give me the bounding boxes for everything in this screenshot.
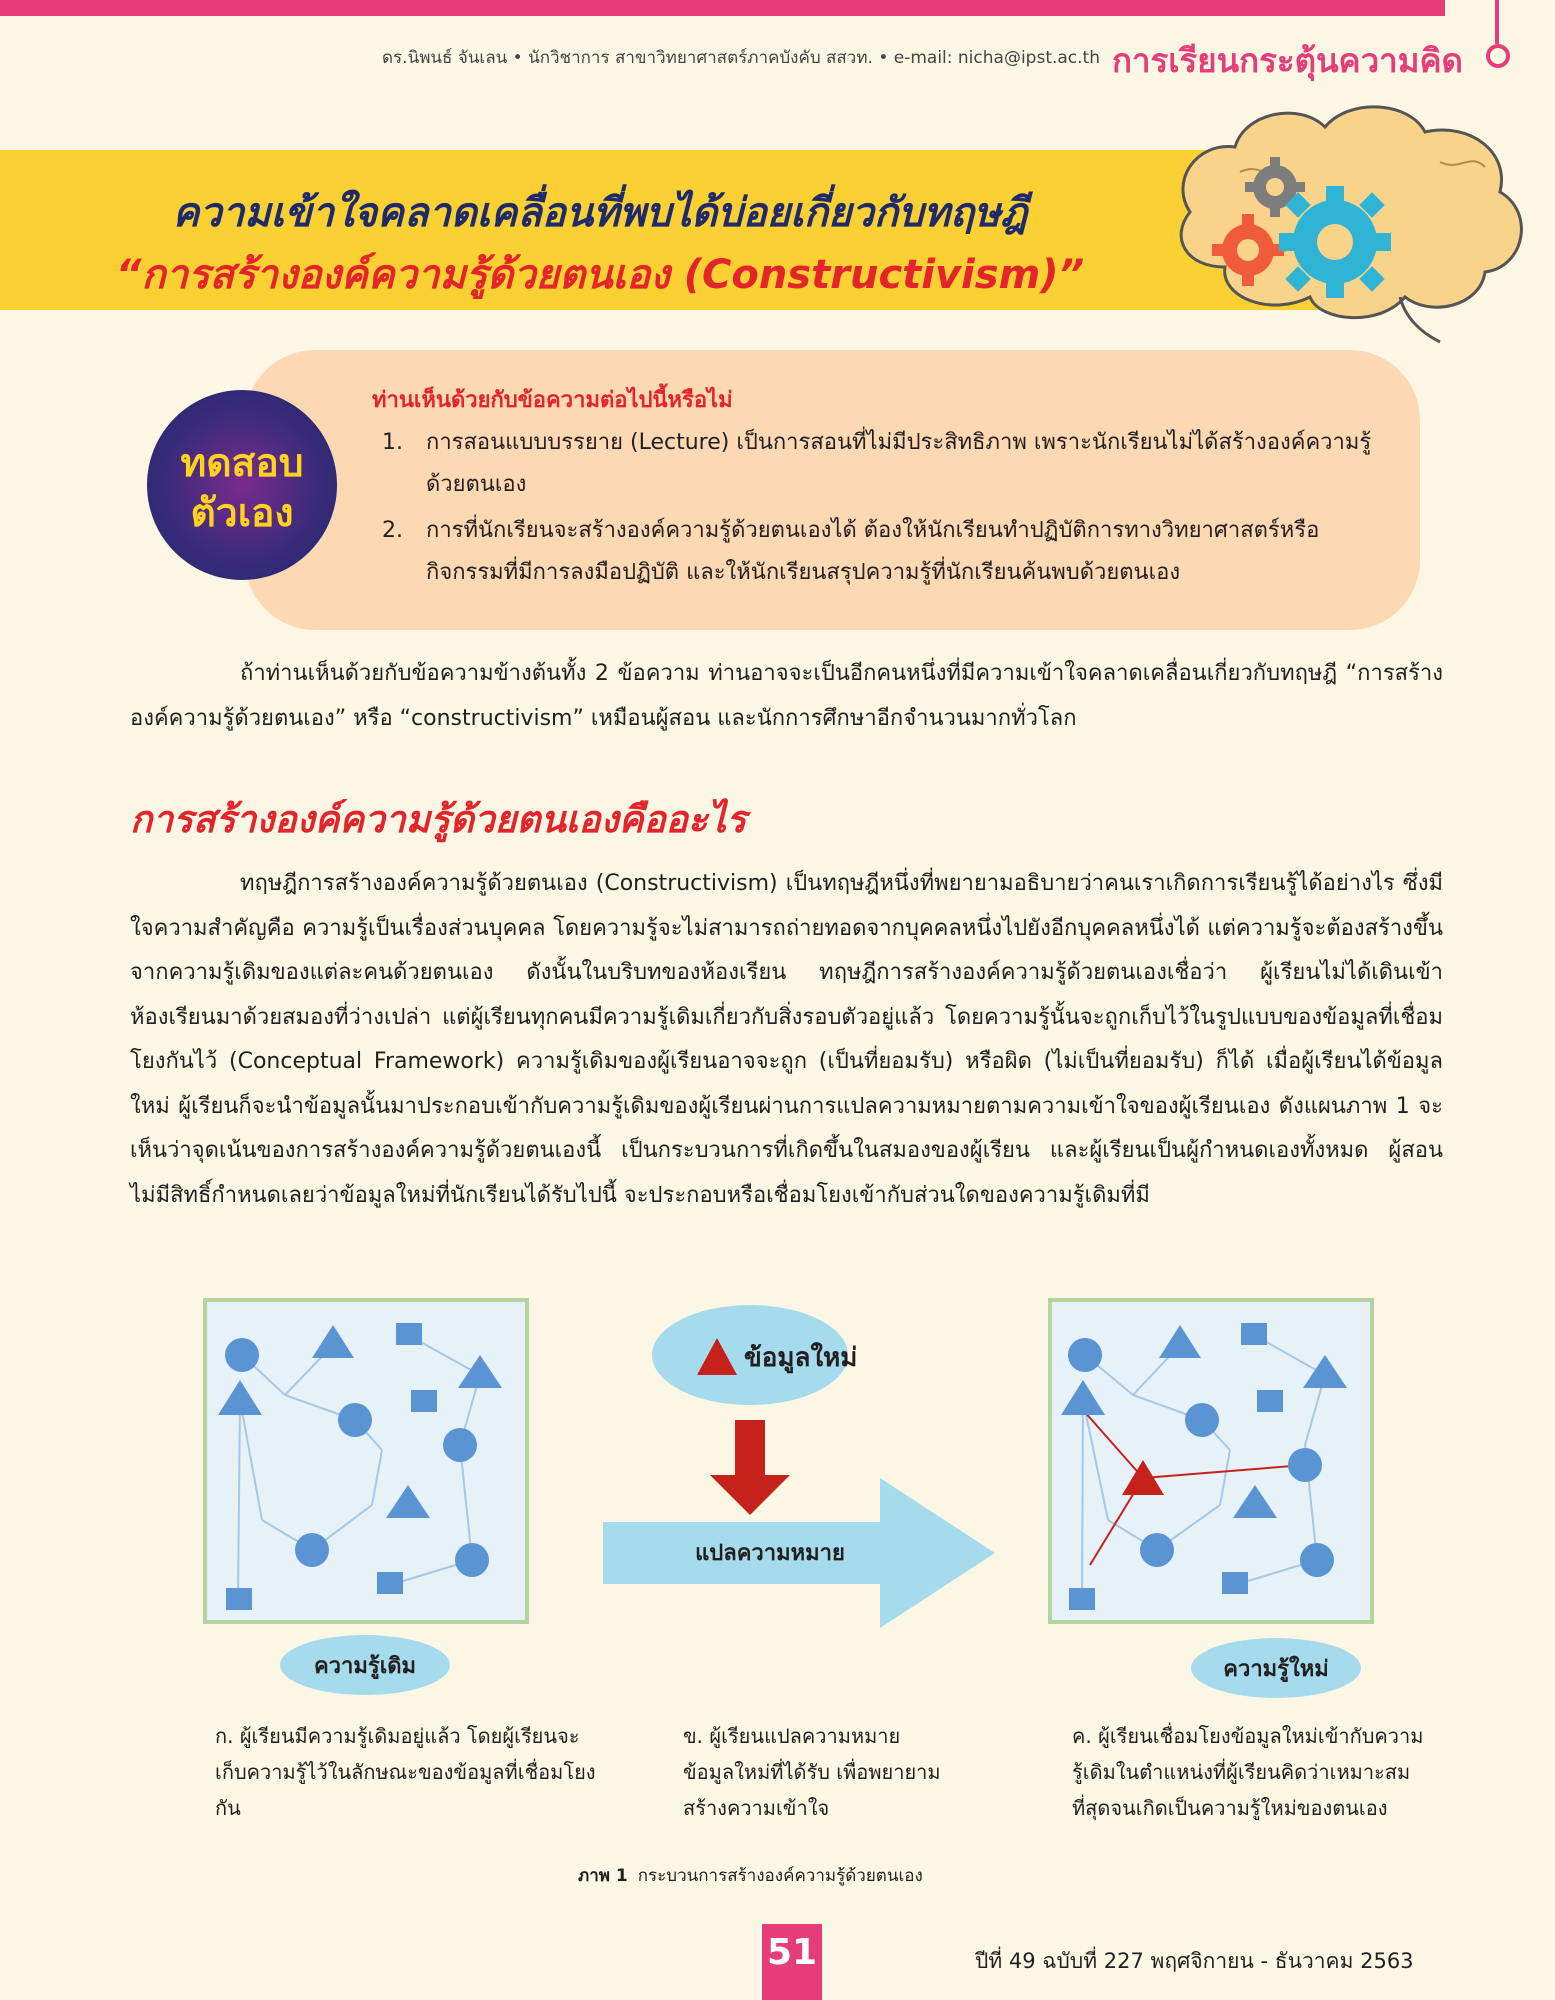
- quiz-badge-line1: ทดสอบ: [180, 441, 304, 486]
- brain-gears-illustration: [1150, 92, 1555, 352]
- gear-icon-blue: [1279, 186, 1391, 298]
- new-knowledge-network: [1050, 1300, 1372, 1622]
- article-title-line2: “การสร้างองค์ความรู้ด้วยตนเอง (Constructivism)”: [115, 252, 1085, 298]
- caption-c: ค. ผู้เรียนเชื่อมโยงข้อมูลใหม่เข้ากับความรู้เดิมในตำแหน่งที่ผู้เรียนคิดว่าเหมาะสมที่สุดจนเกิดเป็นความรู้ใหม่ของตนเอง: [1072, 1724, 1424, 1820]
- quiz-badge: [147, 390, 337, 580]
- intro-text: ถ้าท่านเห็นด้วยกับข้อความข้างต้นทั้ง 2 ข้อความ ท่านอาจจะเป็นอีกคนหนึ่งที่มีความเข้าใจคลาดเคลื่อนเกี่ยวกับทฤษฎี “การสร้างองค์ความรู้ด้วยตนเอง” หรือ “constructivism” เหมือนผู้สอน และนักการศึกษาอีกจำนวนมากทั่วโลก: [130, 661, 1443, 731]
- body-paragraph: [130, 862, 1443, 1218]
- new-info-label: ข้อมูลใหม่: [744, 1343, 858, 1373]
- body-text: ทฤษฎีการสร้างองค์ความรู้ด้วยตนเอง (Constructivism) เป็นทฤษฎีหนึ่งที่พยายามอธิบายว่าคนเราเกิดการเรียนรู้ได้อย่างไร ซึ่งมีใจความสำคัญคือ ความรู้เป็นเรื่องส่วนบุคคล โดยความรู้จะไม่สามารถถ่ายทอดจากบุคคลหนึ่งไปยังอีกบุคคลหนึ่งได้ แต่ความรู้จะต้องสร้างขึ้นจากความรู้เดิมของแต่ละคนด้วยตนเอง ดังนั้นในบริบทของห้องเรียน ทฤษฎีการสร้างองค์ความรู้ด้วยตนเองเชื่อว่า ผู้เรียนไม่ได้เดินเข้าห้องเรียนมาด้วยสมองที่ว่างเปล่า แต่ผู้เรียนทุกคนมีความรู้เดิมเกี่ยวกับสิ่งรอบตัวอยู่แล้ว โดยความรู้นั้นจะถูกเก็บไว้ในรูปแบบของข้อมูลที่เชื่อมโยงกันไว้ (Conceptual Framework) ความรู้เดิมของผู้เรียนอาจจะถูก (เป็นที่ยอมรับ) หรือผิด (ไม่เป็นที่ยอมรับ) ก็ได้ เมื่อผู้เรียนได้ข้อมูลใหม่ ผู้เรียนก็จะนำข้อมูลนั้นมาประกอบเข้ากับความรู้เดิมของผู้เรียนผ่านการแปลความหมายตามความเข้าใจของผู้เรียนเอง ดังแผนภาพ 1 จะเห็นว่าจุดเน้นของการสร้างองค์ความรู้ด้วยตนเองนี้ เป็นกระบวนการที่เกิดขึ้นในสมองของผู้เรียน และผู้เรียนเป็นผู้กำหนดเองทั้งหมด ผู้สอนไม่มีสิทธิ์กำหนดเลยว่าข้อมูลใหม่ที่นักเรียนได้รับไปนี้ จะประกอบหรือเชื่อมโยงเข้ากับส่วนใดของความรู้เดิมที่มี: [130, 871, 1443, 1208]
- figure-label: ภาพ 1: [578, 1866, 628, 1886]
- quiz-item-number: 1.: [382, 430, 403, 455]
- column-brand: การเรียนกระตุ้นความคิด: [1112, 41, 1463, 80]
- top-accent-circle: [1486, 44, 1510, 68]
- section-heading: การสร้างองค์ความรู้ด้วยตนเองคืออะไร: [130, 798, 747, 841]
- article-title-line1: ความเข้าใจคลาดเคลื่อนที่พบได้บ่อยเกี่ยวกับทฤษฎี: [172, 190, 1028, 236]
- interpret-label: แปลความหมาย: [695, 1541, 845, 1566]
- caption-b: ข. ผู้เรียนแปลความหมายข้อมูลใหม่ที่ได้รับ เพื่อพยายามสร้างความเข้าใจ: [683, 1724, 941, 1820]
- top-accent-bar: [0, 0, 1445, 16]
- figure-title: [578, 1862, 923, 1889]
- caption-a: ก. ผู้เรียนมีความรู้เดิมอยู่แล้ว โดยผู้เรียนจะเก็บความรู้ไว้ในลักษณะของข้อมูลที่เชื่อมโยงกัน: [215, 1724, 596, 1820]
- old-knowledge-label: ความรู้เดิม: [313, 1654, 417, 1679]
- figure-title-text: กระบวนการสร้างองค์ความรู้ด้วยตนเอง: [637, 1866, 923, 1886]
- intro-paragraph: [130, 652, 1443, 741]
- top-accent-line: [1495, 0, 1499, 44]
- quiz-badge-line2: ตัวเอง: [190, 491, 294, 536]
- page-number: 51: [766, 1932, 818, 1973]
- author-meta: ดร.นิพนธ์ จันเลน • นักวิชาการ สาขาวิทยาศาสตร์ภาคบังคับ สสวท. • e-mail: nicha@ipst.ac.th: [382, 48, 1100, 68]
- down-arrow-icon: [710, 1420, 790, 1515]
- old-knowledge-network: [205, 1300, 527, 1622]
- quiz-item-text: การที่นักเรียนจะสร้างองค์ความรู้ด้วยตนเองได้ ต้องให้นักเรียนทำปฏิบัติการทางวิทยาศาสตร์หรือกิจกรรมที่มีการลงมือปฏิบัติ และให้นักเรียนสรุปความรู้ที่นักเรียนค้นพบด้วยตนเอง: [426, 518, 1320, 585]
- issue-info: ปีที่ 49 ฉบับที่ 227 พฤศจิกายน - ธันวาคม 2563: [975, 1949, 1414, 1973]
- quiz-question: ท่านเห็นด้วยกับข้อความต่อไปนี้หรือไม่: [372, 388, 733, 413]
- quiz-item-number: 2.: [382, 518, 403, 543]
- new-knowledge-label: ความรู้ใหม่: [1223, 1657, 1329, 1682]
- quiz-item-text: การสอนแบบบรรยาย (Lecture) เป็นการสอนที่ไม่มีประสิทธิภาพ เพราะนักเรียนไม่ได้สร้างองค์ความรู้ด้วยตนเอง: [426, 430, 1372, 497]
